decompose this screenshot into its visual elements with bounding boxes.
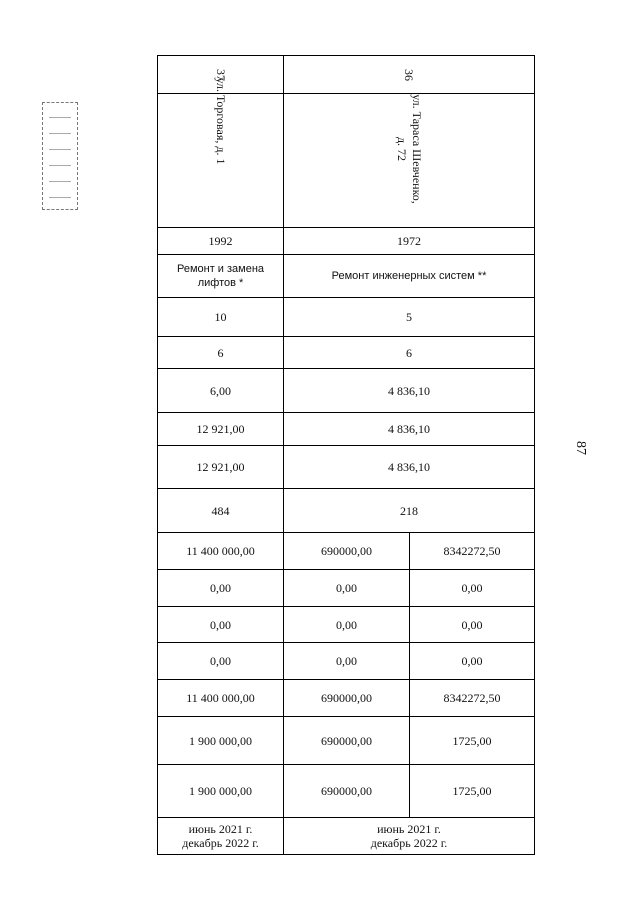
cost-value: 8342272,50 <box>443 544 501 558</box>
cost-value: 11 400 000,00 <box>158 533 284 569</box>
table-row-work-types <box>158 255 534 298</box>
floors-value: 5 <box>406 310 412 324</box>
entrances-value: 6 <box>406 345 412 360</box>
unit-cost-value: 1 900 000,00 <box>158 765 284 817</box>
unit-cost-value: 690000,00 <box>284 717 410 764</box>
unit-cost-value: 1725,00 <box>452 784 492 798</box>
cost-value: 0,00 <box>158 570 284 606</box>
area-value: 4 836,10 <box>388 383 430 398</box>
area-value: 4 836,10 <box>388 422 430 436</box>
table-row-cost-c <box>158 643 534 680</box>
table-row-unit-cost-max <box>158 765 534 818</box>
table-row-deadlines <box>158 818 534 854</box>
residents-value: 484 <box>158 489 284 532</box>
cost-value: 0,00 <box>158 607 284 642</box>
deadline-value: июнь 2021 г. декабрь 2022 г. <box>158 818 284 854</box>
table-row-cost-b <box>158 607 534 643</box>
approval-stamp <box>42 102 78 210</box>
cost-value: 0,00 <box>284 607 410 642</box>
cost-value: 690000,00 <box>284 680 410 716</box>
unit-cost-value: 1 900 000,00 <box>158 717 284 764</box>
table-row-cost-total <box>158 533 534 570</box>
cost-value: 690000,00 <box>284 533 410 569</box>
cost-value: 0,00 <box>461 617 483 632</box>
cost-value: 0,00 <box>461 654 483 668</box>
cost-value: 0,00 <box>284 570 410 606</box>
work-type: Ремонт инженерных систем ** <box>331 270 487 282</box>
unit-cost-value: 1725,00 <box>452 733 492 748</box>
entrances-value: 6 <box>158 337 284 368</box>
table-row-cost-d <box>158 680 534 717</box>
page-number: 87 <box>573 441 588 455</box>
house-number: 37 <box>213 68 228 81</box>
table-row-area-1 <box>158 369 534 413</box>
table-row-unit-cost <box>158 717 534 765</box>
table-row-entrances <box>158 337 534 369</box>
table-row-floors <box>158 298 534 337</box>
address: ул. Тараса Шевченко, д. 72 <box>395 94 424 204</box>
year: 1972 <box>397 234 421 248</box>
area-value: 12 921,00 <box>158 413 284 445</box>
table-row-cost-a <box>158 570 534 607</box>
program-table <box>157 55 535 855</box>
cost-value: 8342272,50 <box>443 691 501 705</box>
floors-value: 10 <box>158 298 284 336</box>
unit-cost-value: 690000,00 <box>284 765 410 817</box>
area-value: 4 836,10 <box>388 460 430 474</box>
cost-value: 0,00 <box>158 643 284 679</box>
year: 1992 <box>158 228 284 254</box>
area-value: 12 921,00 <box>158 446 284 488</box>
address: ул. Торговая, д. 1 <box>214 77 228 165</box>
cost-value: 11 400 000,00 <box>158 680 284 716</box>
cost-value: 0,00 <box>461 581 483 595</box>
table-row-years <box>158 228 534 255</box>
table-row-area-3 <box>158 446 534 489</box>
house-number: 36 <box>402 68 416 81</box>
residents-value: 218 <box>400 503 418 518</box>
table-row-addresses <box>158 77 534 228</box>
deadline-value: июнь 2021 г. декабрь 2022 г. <box>370 822 448 850</box>
table-row-area-2 <box>158 413 534 446</box>
table-row-residents <box>158 489 534 533</box>
work-type: Ремонт и замена лифтов * <box>158 255 284 297</box>
area-value: 6,00 <box>158 369 284 412</box>
cost-value: 0,00 <box>284 643 410 679</box>
